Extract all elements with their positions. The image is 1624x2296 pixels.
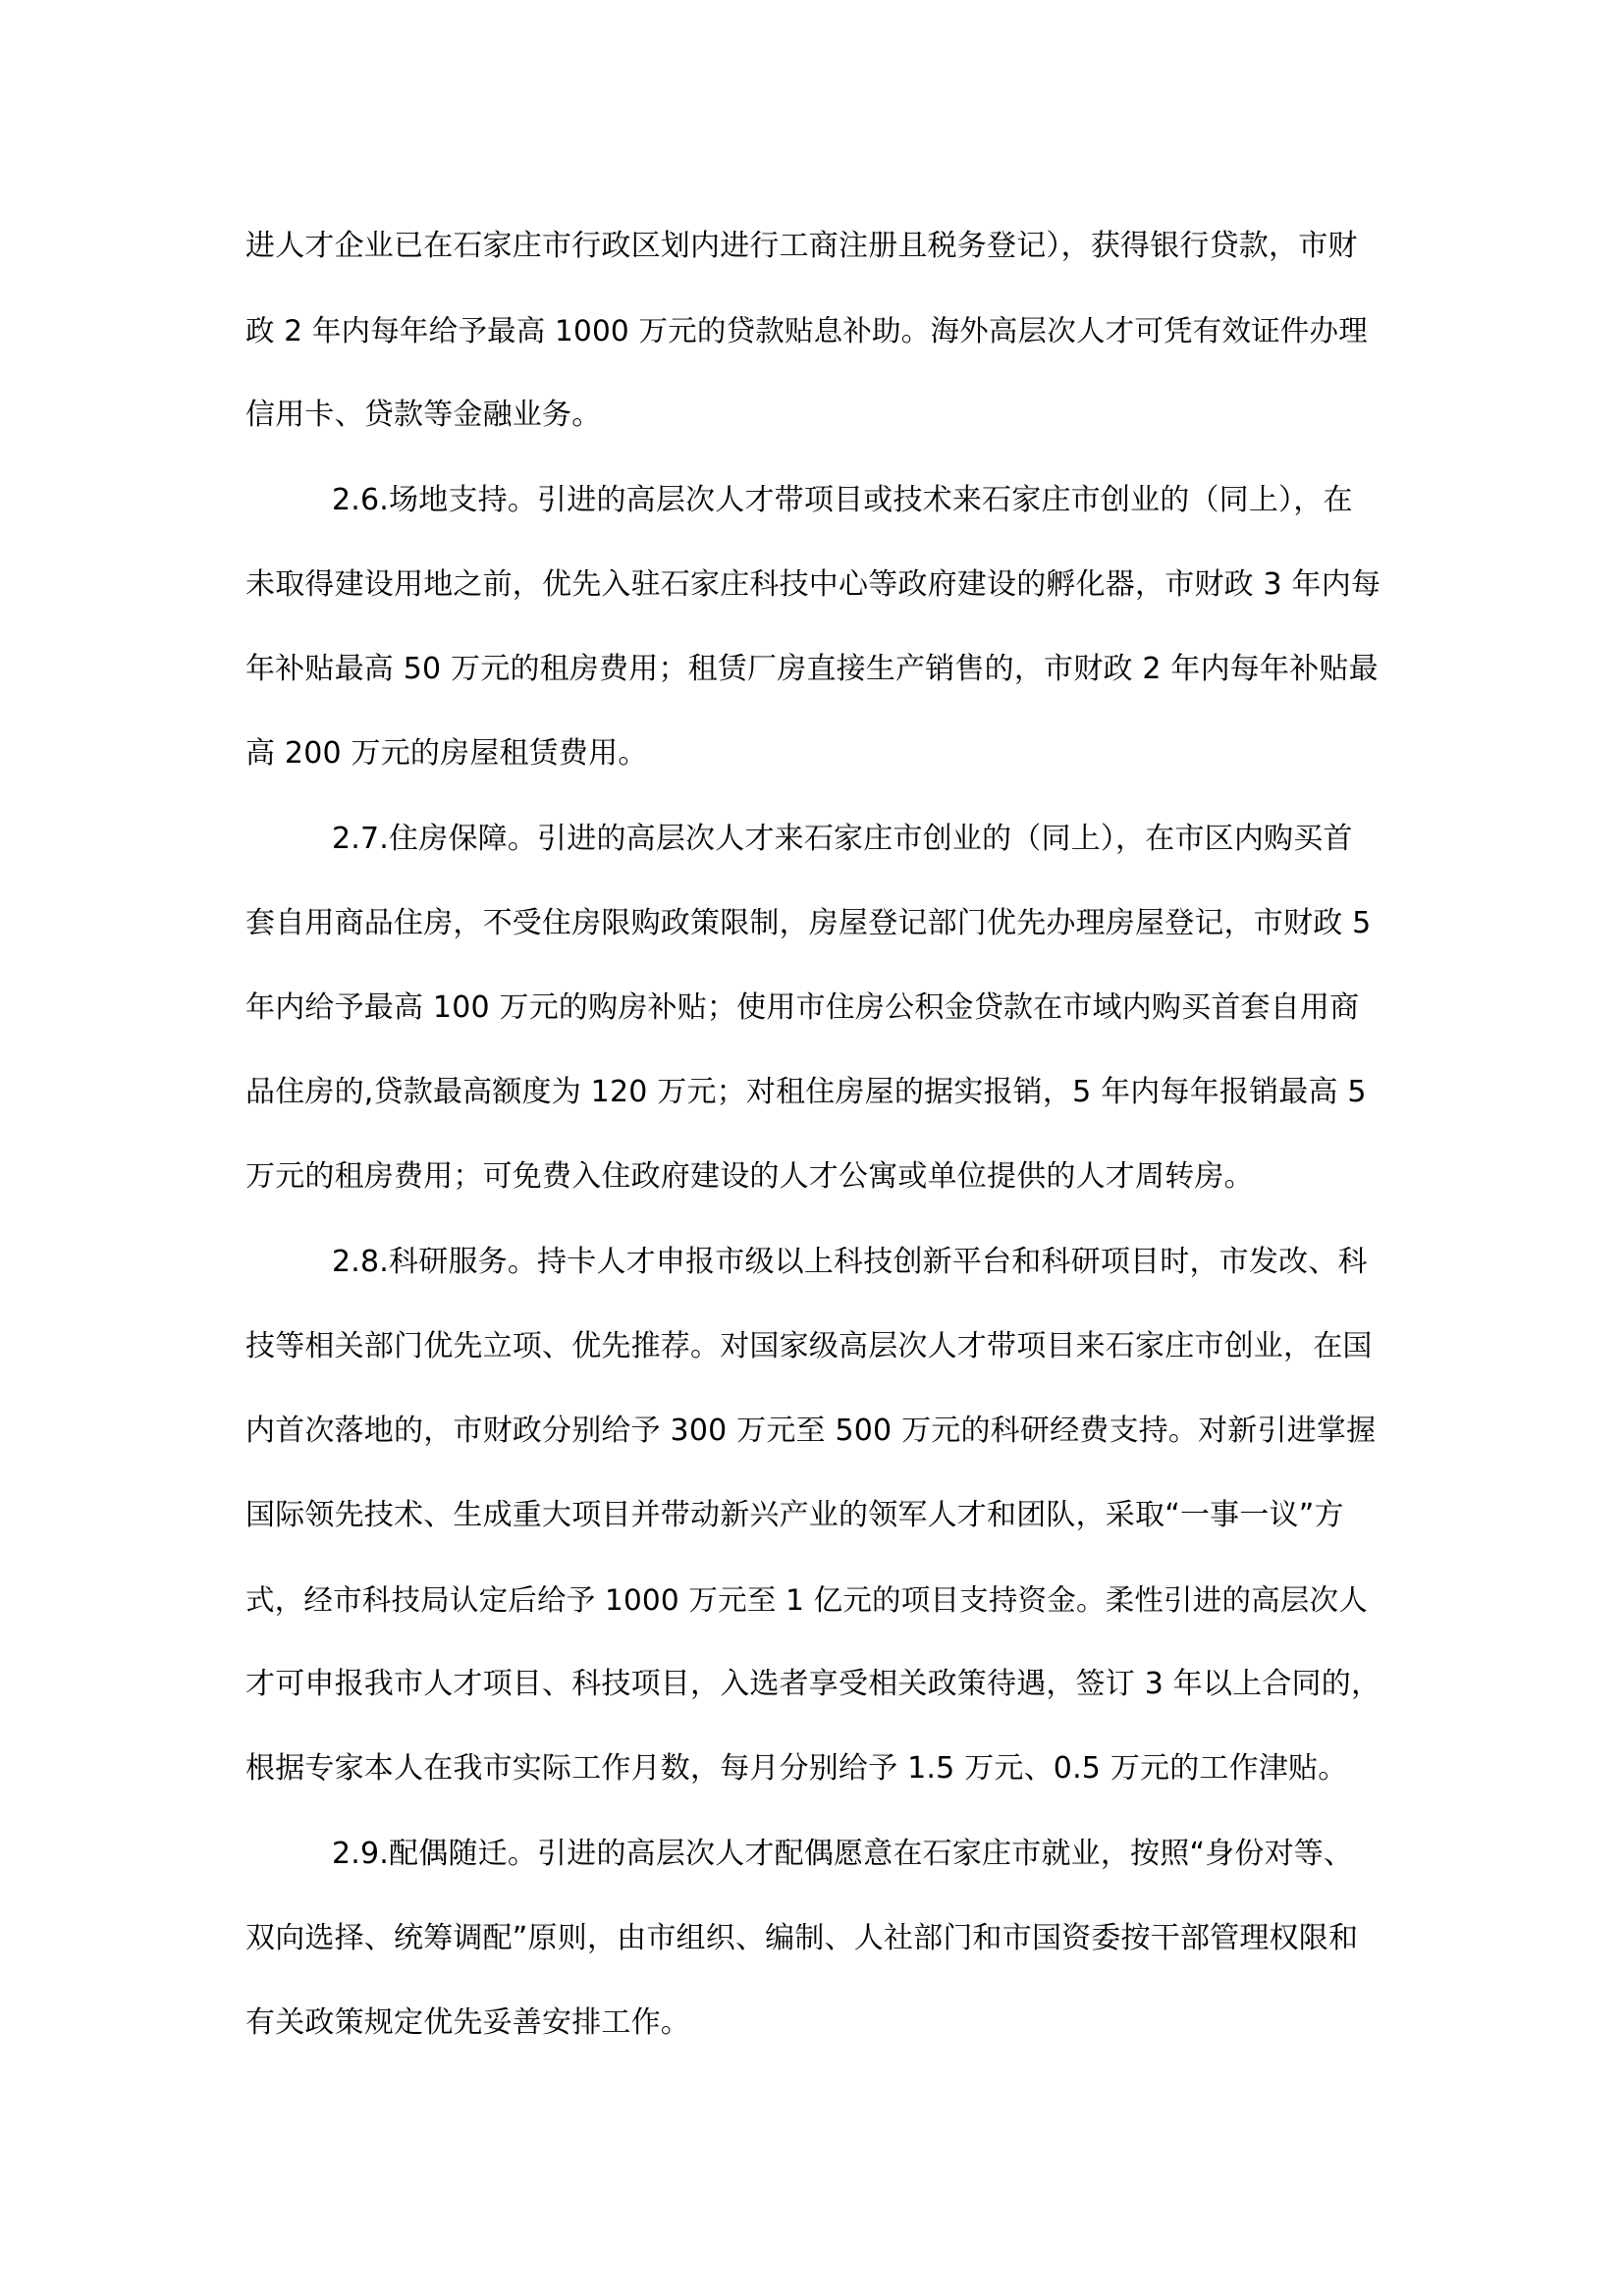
text-line: 国际领先技术、生成重大项目并带动新兴产业的领军人才和团队，采取“一事一议”方 — [245, 1498, 1344, 1532]
text-line: 式，经市科技局认定后给予 1000 万元至 1 亿元的项目支持资金。柔性引进的高层次人 — [245, 1583, 1368, 1617]
text-line: 政 2 年内每年给予最高 1000 万元的贷款贴息补助。海外高层次人才可凭有效证件办理 — [245, 314, 1368, 347]
text-line: 进人才企业已在石家庄市行政区划内进行工商注册且税务登记），获得银行贷款，市财 — [245, 229, 1358, 263]
text-line: 品住房的,贷款最高额度为 120 万元；对租住房屋的据实报销，5 年内每年报销最高 5 — [245, 1075, 1367, 1109]
text-line: 高 200 万元的房屋租赁费用。 — [245, 736, 648, 771]
text-line: 万元的租房费用；可免费入住政府建设的人才公寓或单位提供的人才周转房。 — [245, 1159, 1254, 1194]
text-line: 信用卡、贷款等金融业务。 — [245, 398, 602, 432]
text-line: 有关政策规定优先妥善安排工作。 — [245, 2005, 690, 2040]
section-2-9-first-line: 2.9.配偶随迁。引进的高层次人才配偶愿意在石家庄市就业，按照“身份对等、 — [332, 1837, 1354, 1871]
text-line: 才可申报我市人才项目、科技项目，入选者享受相关政策待遇，签订 3 年以上合同的， — [245, 1667, 1381, 1701]
text-line: 根据专家本人在我市实际工作月数，每月分别给予 1.5 万元、0.5 万元的工作津贴。 — [245, 1751, 1348, 1786]
section-2-6-first-line: 2.6.场地支持。引进的高层次人才带项目或技术来石家庄市创业的（同上），在 — [332, 483, 1353, 517]
text-line: 技等相关部门优先立项、优先推荐。对国家级高层次人才带项目来石家庄市创业，在国 — [245, 1329, 1373, 1363]
text-line: 未取得建设用地之前，优先入驻石家庄科技中心等政府建设的孵化器，市财政 3 年内每 — [245, 567, 1381, 602]
text-line: 套自用商品住房，不受住房限购政策限制，房屋登记部门优先办理房屋登记，市财政 5 — [245, 906, 1372, 940]
section-2-7-first-line: 2.7.住房保障。引进的高层次人才来石家庄市创业的（同上），在市区内购买首 — [332, 822, 1353, 856]
text-line: 内首次落地的，市财政分别给予 300 万元至 500 万元的科研经费支持。对新引进掌握 — [245, 1414, 1377, 1448]
text-line: 年内给予最高 100 万元的购房补贴；使用市住房公积金贷款在市域内购买首套自用商 — [245, 990, 1360, 1025]
section-2-8-first-line: 2.8.科研服务。持卡人才申报市级以上科技创新平台和科研项目时，市发改、科 — [332, 1245, 1368, 1279]
text-line: 双向选择、统筹调配”原则，由市组织、编制、人社部门和市国资委按干部管理权限和 — [245, 1921, 1359, 1955]
text-line: 年补贴最高 50 万元的租房费用；租赁厂房直接生产销售的，市财政 2 年内每年补贴最 — [245, 652, 1379, 686]
